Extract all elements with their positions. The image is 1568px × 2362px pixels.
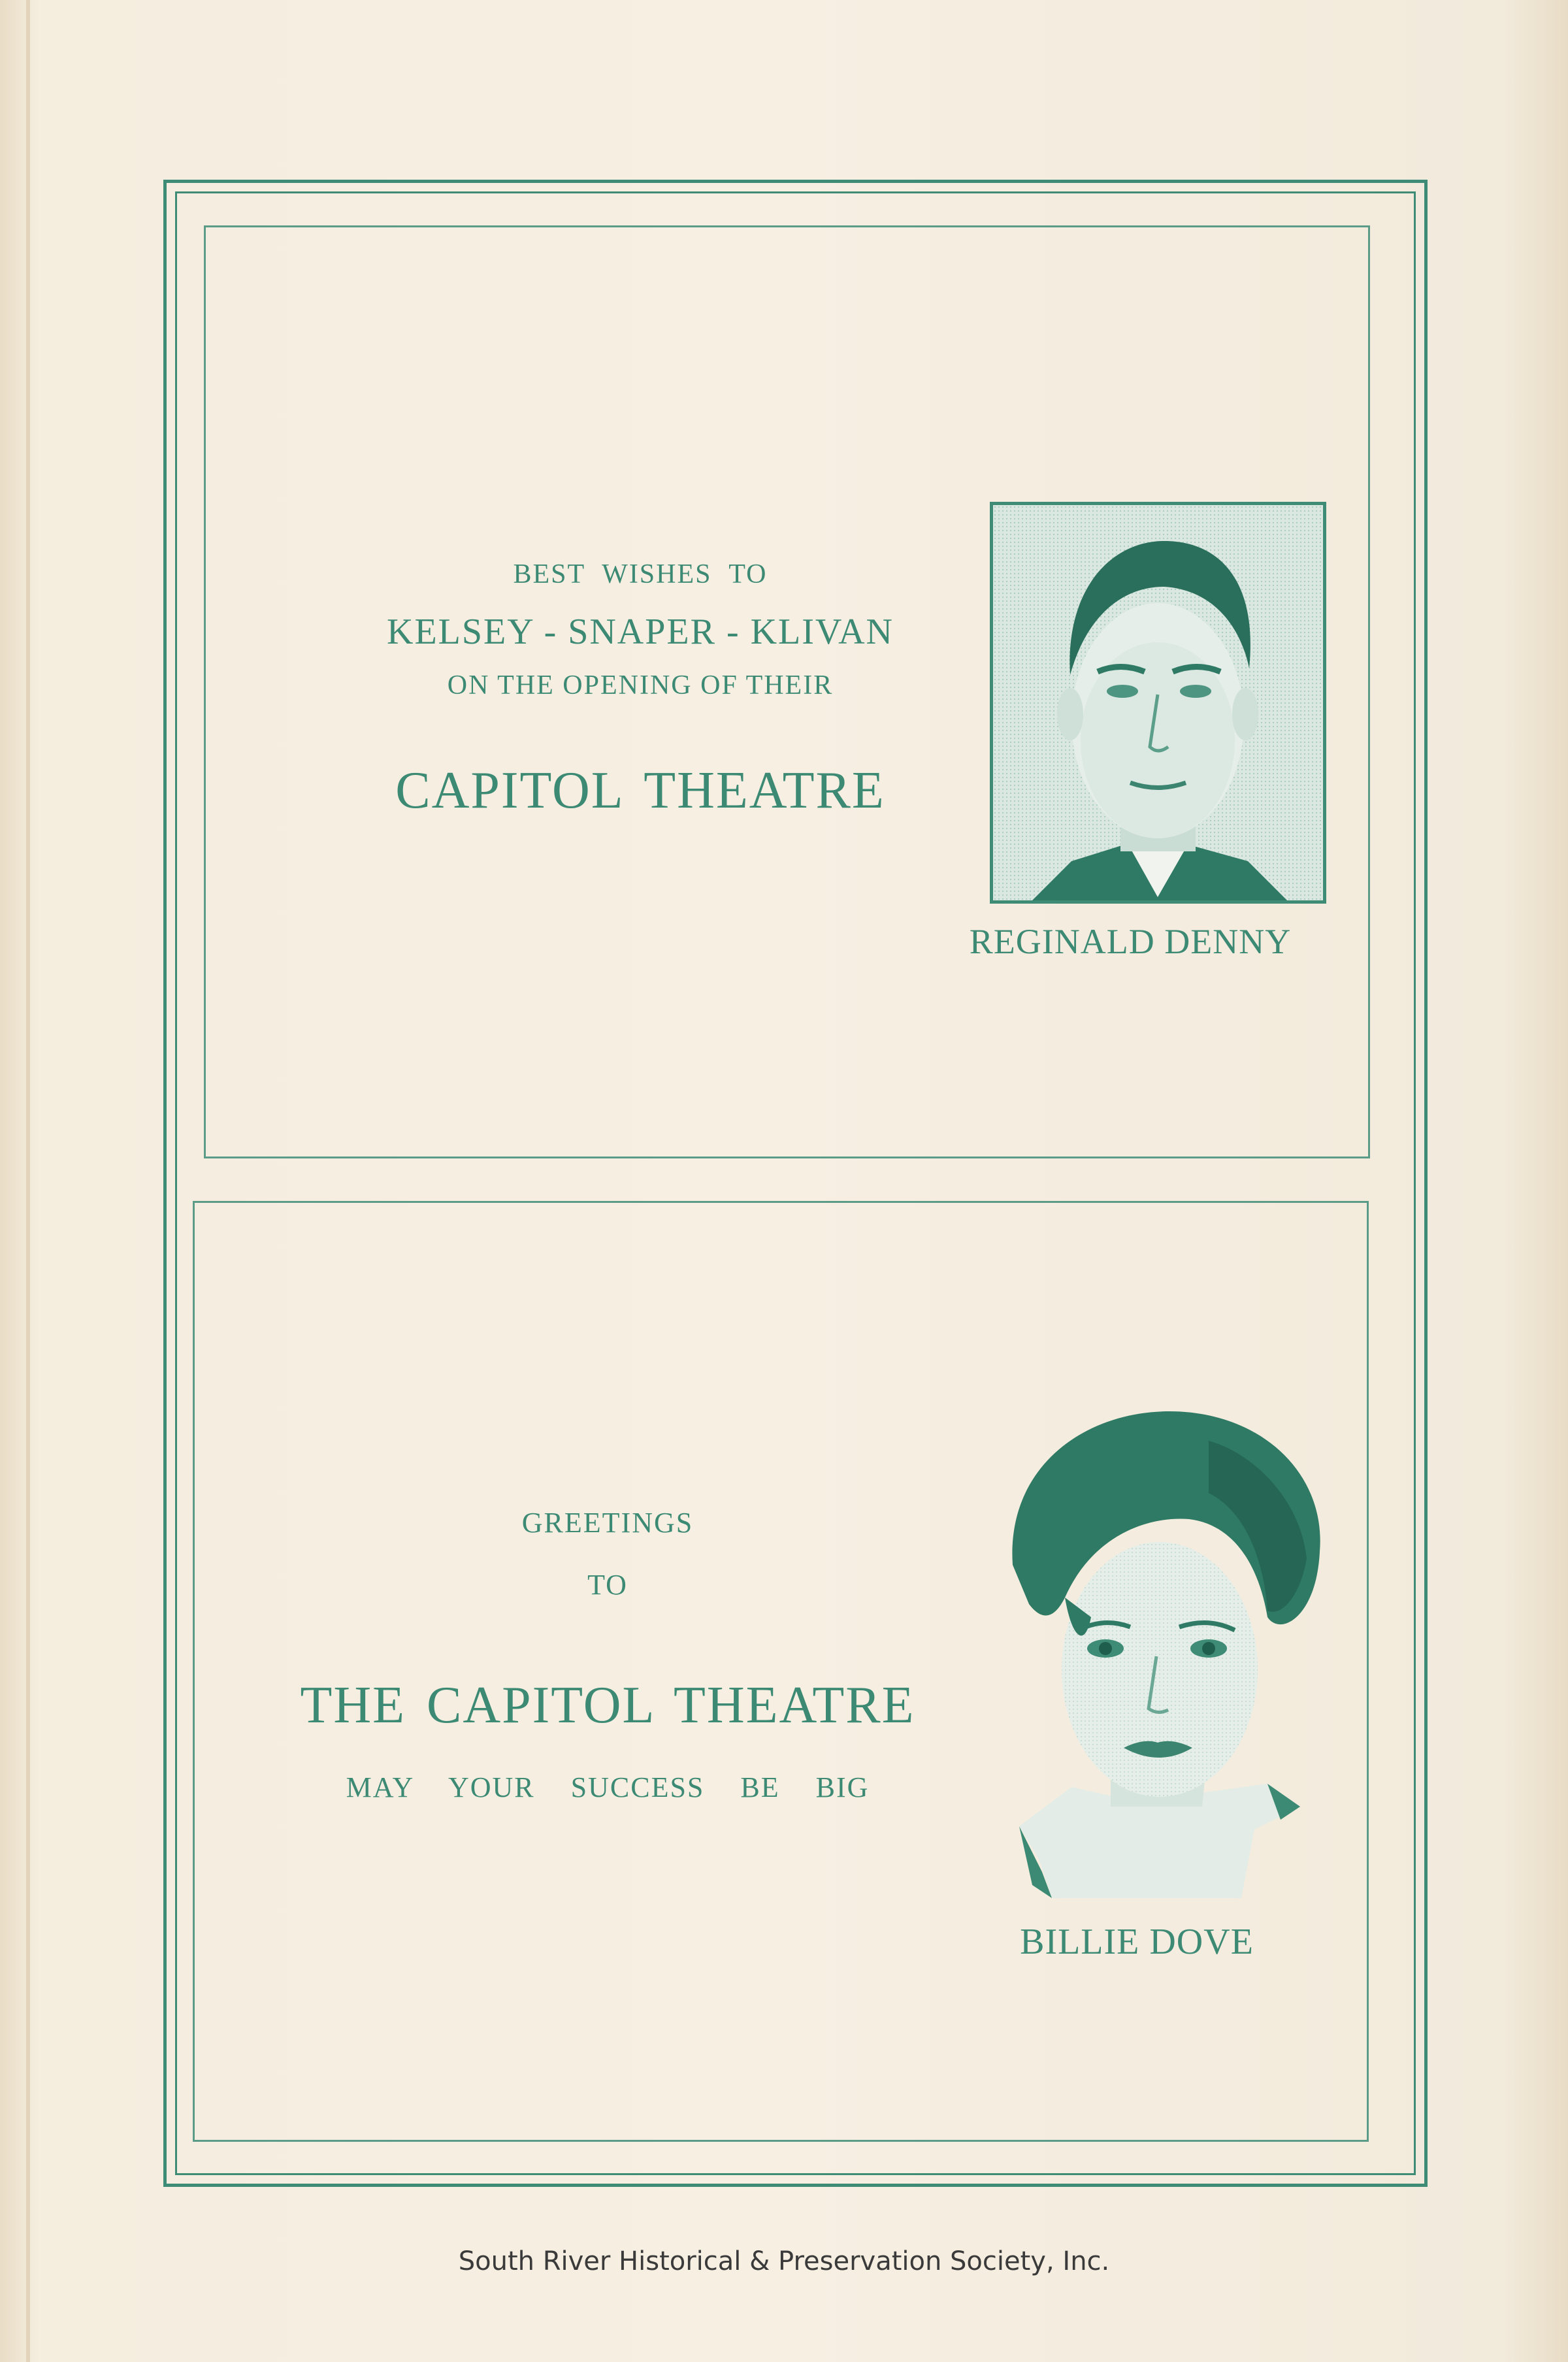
to-line: TO	[587, 1569, 628, 1601]
top-headline: CAPITOL THEATRE	[395, 762, 885, 819]
greetings-line: GREETINGS	[521, 1507, 694, 1539]
opening-line: ON THE OPENING OF THEIR	[447, 670, 834, 700]
bottom-headline: THE CAPITOL THEATRE	[300, 1677, 915, 1734]
owners-line: KELSEY - SNAPER - KLIVAN	[387, 612, 894, 652]
billie-dove-portrait	[993, 1402, 1333, 1911]
reginald-denny-caption: REGINALD DENNY	[969, 922, 1292, 961]
binding-edge	[26, 0, 30, 2362]
billie-dove-caption: BILLIE DOVE	[1020, 1922, 1254, 1962]
reginald-denny-portrait	[990, 502, 1326, 904]
best-wishes-line: BEST WISHES TO	[513, 559, 768, 589]
archive-credit: South River Historical & Preservation Society, Inc.	[458, 2246, 1110, 2276]
success-line: MAY YOUR SUCCESS BE BIG	[346, 1771, 870, 1803]
